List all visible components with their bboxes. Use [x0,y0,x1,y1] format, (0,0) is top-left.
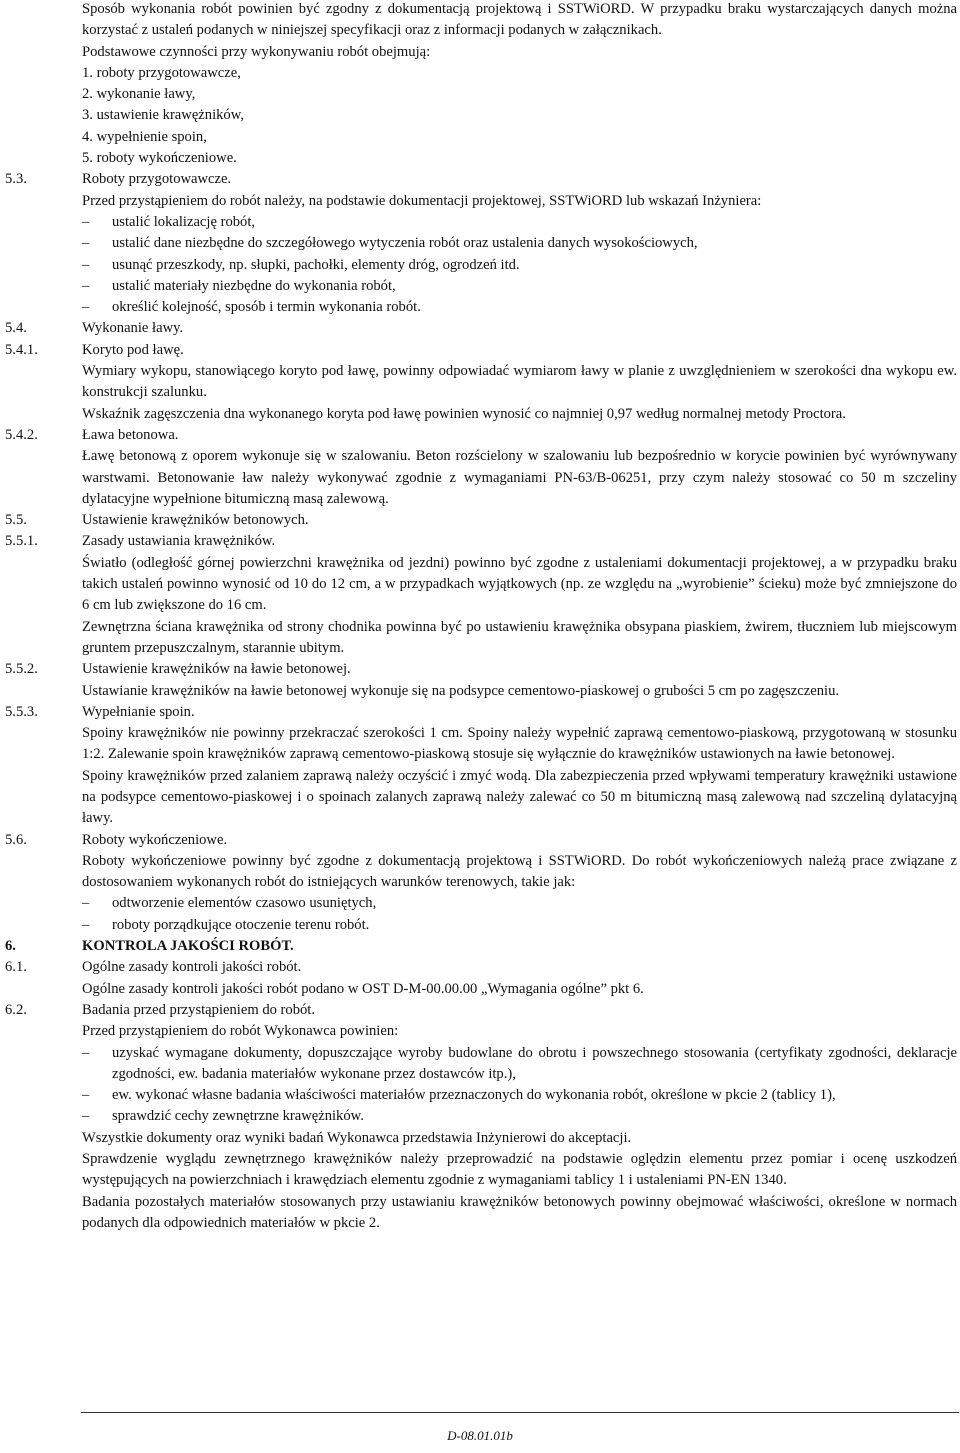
dash-bullet-icon: – [82,916,90,933]
section-heading [5,659,957,680]
paragraph: Wymiary wykopu, stanowiącego koryto pod ławę, powinny odpowiadać wymiarom ławy w planie z uwzględnieniem w szerokości dna wykopu ew. konstrukcji szalunku. [82,363,957,401]
paragraph: Światło (odległość górnej powierzchni krawężnika od jezdni) powinno być zgodne z ustaleniami dokumentacji projektowej, a w przypadku braku takich ustaleń powinno wynosić od 10 do 12 cm, a w przypadkach wyjątkowych (np. ze względu na „wyrobienie” ścieku) może być zmniejszone do 6 cm lub zwiększone do 16 cm. [82,554,957,614]
section-title: Koryto pod ławę. [82,341,184,358]
section-heading [5,957,957,978]
section-title: Zasady ustawiania krawężników. [82,533,276,550]
paragraph: Sposób wykonania robót powinien być zgodny z dokumentacją projektową i SSTWiORD. W przypadku braku wystarczających danych można korzystać z ustaleń podanych w niniejszej specyfikacji oraz z informacji podanych w załącznikach. [82,1,957,39]
dash-list-item [82,212,957,233]
paragraph: Wszystkie dokumenty oraz wyniki badań Wykonawca przedstawia Inżynierowi do akceptacji. [82,1129,632,1146]
dash-item-text: ustalić dane niezbędne do szczegółowego wytyczenia robót oraz ustalenia danych wysokościowych, [112,235,698,252]
section-heading [5,425,957,446]
dash-bullet-icon: – [82,256,90,273]
dash-bullet-icon: – [82,895,90,912]
paragraph: Badania pozostałych materiałów stosowanych przy ustawianiu krawężników betonowych powinny obejmować właściwości, określone w normach podanych dla odpowiednich materiałów w pkcie 2. [82,1193,957,1231]
dash-list-item [82,893,957,914]
section-heading [5,1000,957,1021]
paragraph: Podstawowe czynności przy wykonywaniu robót obejmują: [82,43,431,60]
section-title: Wykonanie ławy. [82,320,184,337]
footer-rule [81,1412,959,1413]
section-number: 6. [5,938,16,955]
section-number: 5.4.1. [5,341,38,358]
section-title: Badania przed przystąpieniem do robót. [82,1001,316,1018]
section-heading [5,830,957,851]
numbered-list-item: 3. ustawienie krawężników, [82,107,244,124]
section-heading [5,531,957,552]
paragraph: Ustawianie krawężników na ławie betonowej wykonuje się na podsypce cementowo-piaskowej o grubości 5 cm po zagęszczeniu. [82,682,840,699]
section-title: Roboty przygotowawcze. [82,171,232,188]
section-title: Ława betonowa. [82,426,179,443]
section-number: 5.4. [5,320,27,337]
dash-item-text: sprawdzić cechy zewnętrzne krawężników. [112,1108,364,1125]
section-heading [5,318,957,339]
paragraph: Spoiny krawężników przed zalaniem zaprawą należy oczyścić i zmyć wodą. Dla zabezpieczenia przed wpływami temperatury krawężniki ustawione na podsypce cementowo-piaskowej i o spoinach zalanych zaprawą należy zalewać co 50 m bitumiczną masą zalewową nad szczeliną dylatacyjną ławy. [82,767,957,827]
section-title: Roboty wykończeniowe. [82,831,228,848]
dash-list-item [82,915,957,936]
footer-code: D-08.01.01b [447,1428,513,1443]
numbered-list-item: 4. wypełnienie spoin, [82,128,207,145]
paragraph: Zewnętrzna ściana krawężnika od strony chodnika powinna być po ustawieniu krawężnika obsypana piaskiem, żwirem, tłuczniem lub miejscowym gruntem przepuszczalnym, starannie ubitym. [82,618,957,656]
dash-list-item [82,1085,957,1106]
dash-item-text: usunąć przeszkody, np. słupki, pachołki, elementy dróg, ogrodzeń itd. [112,256,520,273]
numbered-list-item: 5. roboty wykończeniowe. [82,150,237,167]
dash-list-item [82,297,957,318]
dash-item-text: ew. wykonać własne badania właściwości materiałów przeznaczonych do wykonania robót, określone w pkcie 2 (tablicy 1), [112,1087,836,1104]
section-number: 6.1. [5,959,27,976]
section-number: 6.2. [5,1001,27,1018]
section-title: Ustawienie krawężników na ławie betonowej. [82,661,351,678]
dash-bullet-icon: – [82,213,90,230]
section-number: 5.6. [5,831,27,848]
paragraph: Przed przystąpieniem do robót Wykonawca powinien: [82,1023,399,1040]
paragraph: Sprawdzenie wyglądu zewnętrznego krawężników należy przeprowadzić na podstawie oględzin elementu przez pomiar i ocenę uszkodzeń występujących na powierzchniach i krawędziach elementu zgodnie z wymaganiami tablicy 1 i ustaleniami PN-EN 1340. [82,1151,957,1189]
section-title: Wypełnianie spoin. [82,703,195,720]
document-body [5,0,957,1234]
section-heading [5,936,957,957]
section-heading [5,169,957,190]
paragraph: Przed przystąpieniem do robót należy, na podstawie dokumentacji projektowej, SSTWiORD lub wskazań Inżyniera: [82,192,762,209]
dash-list-item [82,255,957,276]
paragraph: Ławę betonową z oporem wykonuje się w szalowaniu. Beton rozścielony w szalowaniu lub bezpośrednio w korycie powinien być wyrównywany warstwami. Betonowanie ław należy wykonywać zgodnie z wymaganiami PN-63/B-06251, przy czym należy stosować co 50 m szczeliny dylatacyjne wypełnione bitumiczną masą zalewową. [82,448,957,507]
paragraph: Ogólne zasady kontroli jakości robót podano w OST D-M-00.00.00 „Wymagania ogólne” pkt 6. [82,980,644,997]
dash-list-item [82,1106,957,1127]
dash-bullet-icon: – [82,299,90,316]
section-title: Ogólne zasady kontroli jakości robót. [82,959,302,976]
numbered-list-item: 2. wykonanie ławy, [82,86,196,103]
section-number: 5.5.1. [5,533,38,550]
section-title: Ustawienie krawężników betonowych. [82,512,309,529]
section-number: 5.5.2. [5,661,38,678]
dash-item-text: roboty porządkujące otoczenie terenu robót. [112,916,370,933]
paragraph: Roboty wykończeniowe powinny być zgodne z dokumentacją projektową i SSTWiORD. Do robót wykończeniowych należą prace związane z dostosowaniem wykonanych robót do istniejących warunków terenowych, takie jak: [82,852,957,891]
section-heading [5,510,957,531]
dash-bullet-icon: – [82,235,90,252]
dash-item-text: odtworzenie elementów czasowo usuniętych, [112,895,377,912]
numbered-list-item: 1. roboty przygotowawcze, [82,64,241,81]
section-title: KONTROLA JAKOŚCI ROBÓT. [82,938,294,955]
dash-bullet-icon: – [82,1087,90,1104]
dash-item-text: ustalić materiały niezbędne do wykonania robót, [112,277,396,294]
dash-list-item [82,276,957,297]
section-number: 5.5. [5,512,27,529]
dash-item-text: uzyskać wymagane dokumenty, dopuszczające wyroby budowlane do obrotu i powszechnego stosowania (certyfikaty zgodności, deklaracje zgodności, ew. badania materiałów wykonane przez dostawców itp.), [112,1044,957,1082]
dash-list-item [82,1043,957,1086]
dash-item-text: określić kolejność, sposób i termin wykonania robót. [112,299,421,316]
dash-list-item [82,233,957,254]
paragraph: Spoiny krawężników nie powinny przekraczać szerokości 1 cm. Spoiny należy wypełnić zaprawą cementowo-piaskową, przygotowaną w stosunku 1:2. Zalewanie spoin krawężników zaprawą cementowo-piaskową stosuje się wyłącznie do krawężników ustawionych na ławie betonowej. [82,725,957,763]
section-heading [5,340,957,361]
section-heading [5,702,957,723]
paragraph: Wskaźnik zagęszczenia dna wykonanego koryta pod ławę powinien wynosić co najmniej 0,97 według normalnej metody Proctora. [82,405,846,422]
section-number: 5.4.2. [5,426,38,443]
dash-bullet-icon: – [82,1044,90,1061]
section-number: 5.5.3. [5,703,38,720]
dash-bullet-icon: – [82,277,90,294]
dash-bullet-icon: – [82,1108,90,1125]
dash-item-text: ustalić lokalizację robót, [112,213,256,230]
section-number: 5.3. [5,171,27,188]
